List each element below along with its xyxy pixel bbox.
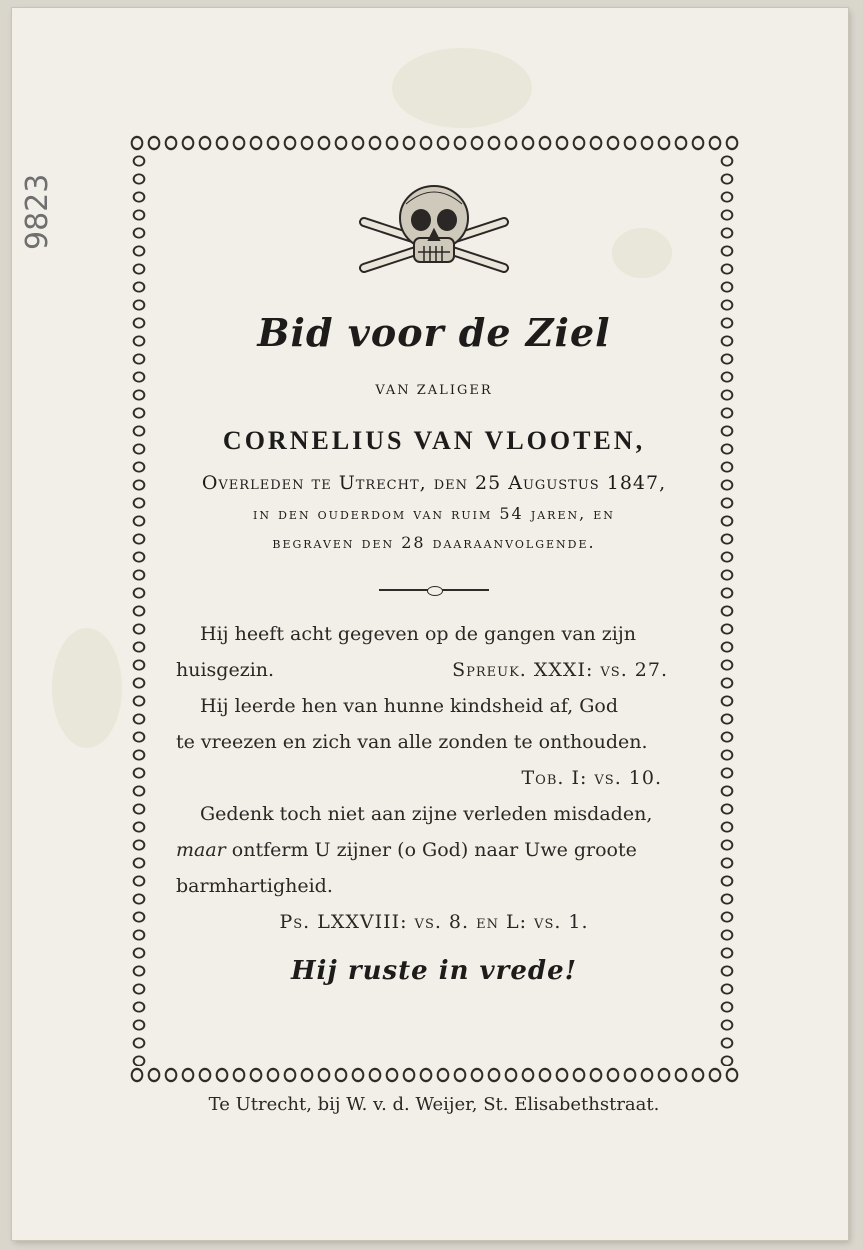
burial-details-line: begraven den 28 daaraanvolgende. xyxy=(272,533,596,552)
verse-line: Hij heeft acht gegeven op de gangen van zijn xyxy=(200,623,637,645)
verse-line: te vreezen en zich van alle zonden te onthouden. xyxy=(176,731,648,753)
paper-stain xyxy=(52,628,122,748)
card-content xyxy=(176,180,692,986)
death-details-line: Overleden te Utrecht, den 25 Augustus 1847, xyxy=(201,472,667,494)
verse-reference: Tob. I: vs. 10. xyxy=(521,767,662,789)
verse-emphasis: maar xyxy=(176,839,226,861)
verse-line: Hij leerde hen van hunne kindsheid af, God xyxy=(200,695,619,717)
ornamental-divider xyxy=(379,586,489,594)
verse-reference: Spreuk. XXXI: vs. 27. xyxy=(452,659,668,681)
verse-text: huisgezin. xyxy=(176,659,275,681)
inventory-number: 9823 xyxy=(20,173,55,250)
chain-border-bottom xyxy=(128,1064,740,1086)
closing-blessing: Hij ruste in vrede! xyxy=(290,956,578,986)
van-zaliger-label: VAN ZALIGER xyxy=(375,383,493,398)
printer-imprint: Te Utrecht, bij W. v. d. Weijer, St. Elisabethstraat. xyxy=(208,1094,660,1115)
deceased-name: CORNELIUS VAN VLOOTEN, xyxy=(222,426,646,455)
verses-block xyxy=(176,616,692,940)
chain-border-top xyxy=(128,132,740,154)
verse-line: Gedenk toch niet aan zijne verleden misdaden, xyxy=(200,803,653,825)
verse-line: barmhartigheid. xyxy=(176,875,333,897)
verse-line xyxy=(176,832,692,868)
card-title: Bid voor de Ziel xyxy=(257,310,611,355)
age-details-line: in den ouderdom van ruim 54 jaren, en xyxy=(253,504,615,523)
verse-reference: Ps. LXXVIII: vs. 8. en L: vs. 1. xyxy=(279,911,589,933)
verse-text: ontferm U zijner (o God) naar Uwe groote xyxy=(225,839,637,861)
chain-border-left xyxy=(128,152,150,1066)
chain-border-right xyxy=(716,152,738,1066)
paper-stain xyxy=(392,48,532,128)
skull-crossbones-icon xyxy=(354,180,514,290)
verse-line xyxy=(176,652,692,688)
